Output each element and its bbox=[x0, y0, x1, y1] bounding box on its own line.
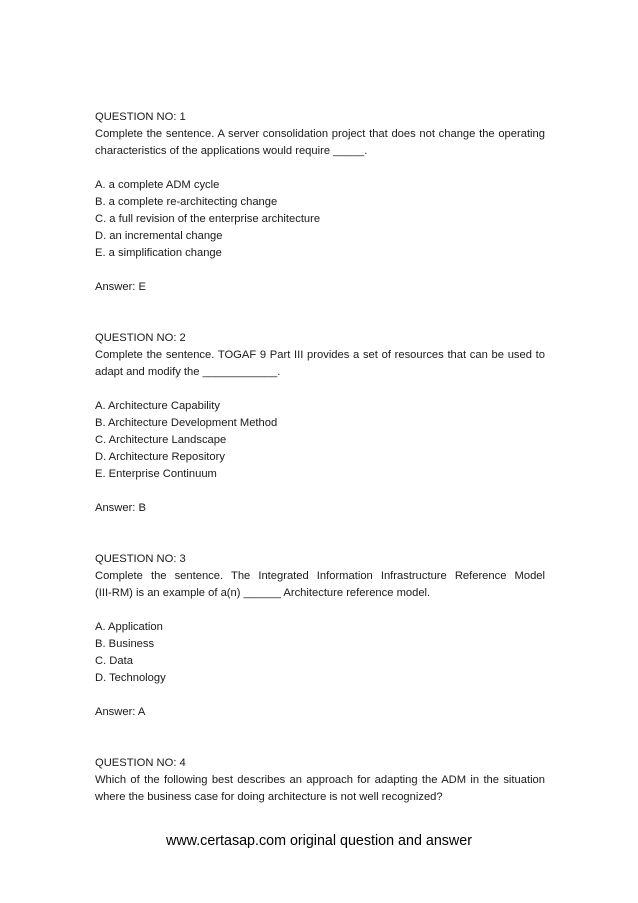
answer-options bbox=[95, 619, 545, 687]
question-text-line: Complete the sentence. TOGAF 9 Part III provides a set of resources that can be used to bbox=[95, 349, 545, 361]
option-c: C. a full revision of the enterprise architecture bbox=[95, 213, 321, 225]
option-c: C. Data bbox=[95, 655, 133, 667]
question-heading: QUESTION NO: 3 bbox=[95, 553, 186, 565]
option-c: C. Architecture Landscape bbox=[95, 434, 227, 446]
question-heading: QUESTION NO: 4 bbox=[95, 757, 186, 769]
option-d: D. Technology bbox=[95, 672, 166, 684]
answer-options bbox=[95, 177, 545, 262]
question-list bbox=[95, 109, 545, 806]
option-a: A. a complete ADM cycle bbox=[95, 179, 220, 191]
option-b: B. a complete re-architecting change bbox=[95, 196, 278, 208]
page-footer: www.certasap.com original question and answer bbox=[166, 833, 472, 849]
question-text-line: Complete the sentence. The Integrated Information Infrastructure Reference Model bbox=[95, 570, 545, 582]
question-heading: QUESTION NO: 1 bbox=[95, 111, 186, 123]
option-d: D. Architecture Repository bbox=[95, 451, 225, 463]
answer-options bbox=[95, 398, 545, 483]
answer-line: Answer: B bbox=[95, 502, 146, 514]
answer-line: Answer: E bbox=[95, 281, 146, 293]
question-text-line: adapt and modify the ____________. bbox=[95, 366, 281, 378]
option-b: B. Architecture Development Method bbox=[95, 417, 278, 429]
question-text-line: where the business case for doing architecture is not well recognized? bbox=[95, 791, 443, 803]
question-3 bbox=[95, 551, 545, 721]
question-text-line: Complete the sentence. A server consolidation project that does not change the operating bbox=[95, 128, 545, 140]
option-a: A. Application bbox=[95, 621, 163, 633]
option-e: E. a simplification change bbox=[95, 247, 222, 259]
question-1 bbox=[95, 109, 545, 296]
question-2 bbox=[95, 330, 545, 517]
option-d: D. an incremental change bbox=[95, 230, 223, 242]
question-text-line: (III-RM) is an example of a(n) ______ Architecture reference model. bbox=[95, 587, 431, 599]
question-4 bbox=[95, 755, 545, 806]
question-text-line: Which of the following best describes an approach for adapting the ADM in the situation bbox=[95, 774, 545, 786]
option-a: A. Architecture Capability bbox=[95, 400, 220, 412]
question-text-line: characteristics of the applications would require _____. bbox=[95, 145, 368, 157]
question-heading: QUESTION NO: 2 bbox=[95, 332, 186, 344]
option-e: E. Enterprise Continuum bbox=[95, 468, 217, 480]
option-b: B. Business bbox=[95, 638, 155, 650]
answer-line: Answer: A bbox=[95, 706, 146, 718]
